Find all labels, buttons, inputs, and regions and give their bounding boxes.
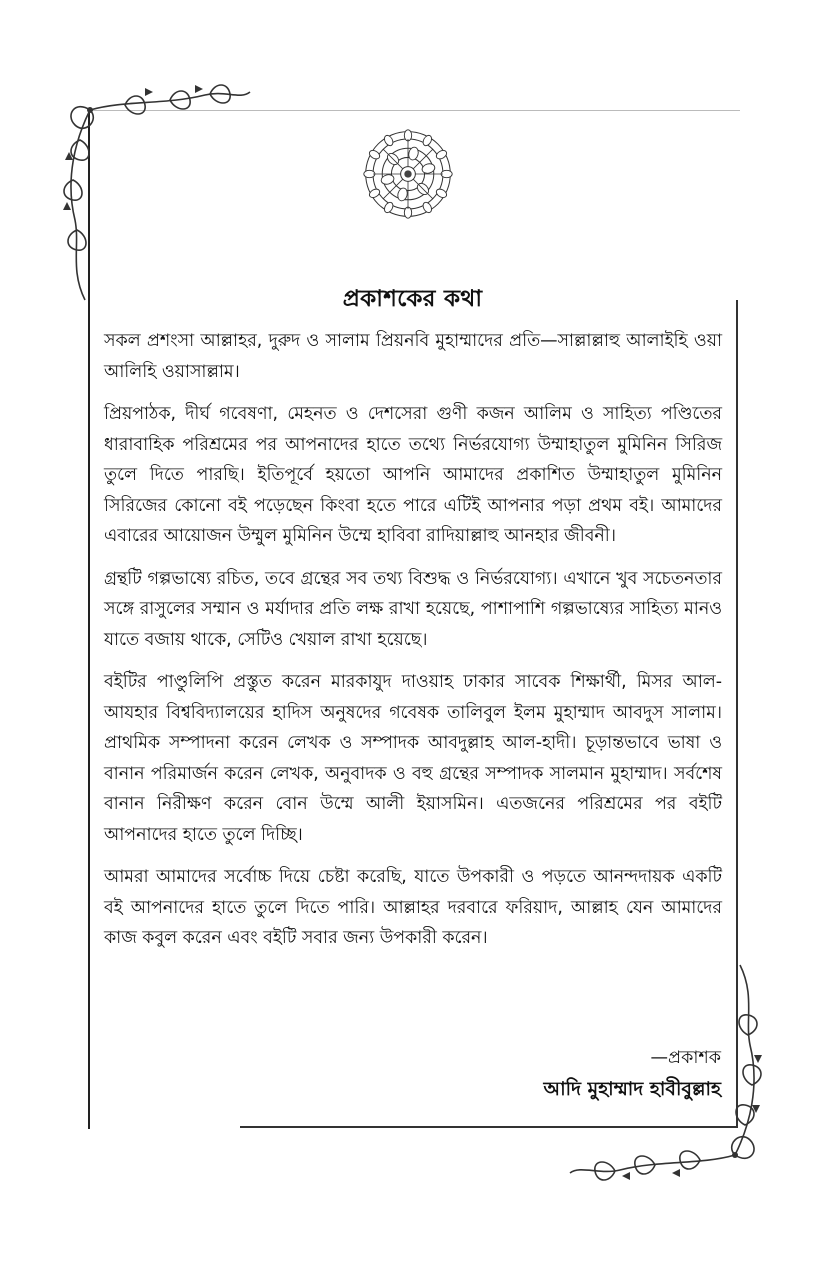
- paragraph-2: প্রিয়পাঠক, দীর্ঘ গবেষণা, মেহনত ও দেশসেরা গুণী কজন আলিম ও সাহিত্য পণ্ডিতের ধারাবাহিক পরিশ্রমের পর আপনাদের হাতে তথ্যে নির্ভরযোগ্য উম্মাহাতুল মুমিনিন সিরিজ তুলে দিতে পারছি। ইতিপূর্বে হয়তো আপনি আমাদের প্রকাশিত উম্মাহাতুল মুমিনিন সিরিজের কোনো বই পড়েছেন কিংবা হতে পারে এটিই আপনার পড়া প্রথম বই। আমাদের এবারের আয়োজন উম্মুল মুমিনিন উম্মে হাবিবা রাদিয়াল্লাহু আনহার জীবনী।: [104, 404, 722, 546]
- mandala-ornament-icon: [362, 128, 454, 220]
- paragraph-3: গ্রন্থটি গল্পভাষ্যে রচিত, তবে গ্রন্থের সব তথ্য বিশুদ্ধ ও নির্ভরযোগ্য। এখানে খুব সচেতনতার সঙ্গে রাসুলের সম্মান ও মর্যাদার প্রতি লক্ষ রাখা হয়েছে, পাশাপাশি গল্পভাষ্যের সাহিত্য মানও যাতে বজায় থাকে, সেটিও খেয়াল রাখা হয়েছে।: [104, 568, 722, 650]
- paragraph-1: সকল প্রশংসা আল্লাহর, দুরুদ ও সালাম প্রিয়নবি মুহাম্মাদের প্রতি—সাল্লাল্লাহু আলাইহি ওয়া আলিহি ওয়াসাল্লাম।: [104, 331, 722, 382]
- paragraph-4: বইটির পাণ্ডুলিপি প্রস্তুত করেন মারকাযুদ দাওয়াহ ঢাকার সাবেক শিক্ষার্থী, মিসর আল-আযহার বিশ্ববিদ্যালয়ের হাদিস অনুষদের গবেষক তালিবুল ইলম মুহাম্মাদ আবদুস সালাম। প্রাথমিক সম্পাদনা করেন লেখক ও সম্পাদক আবদুল্লাহ আল-হাদী। চূড়ান্তভাবে ভাষা ও বানান পরিমার্জন করেন লেখক, অনুবাদক ও বহু গ্রন্থের সম্পাদক সালমান মুহাম্মাদ। সর্বশেষ বানান নিরীক্ষণ করেন বোন উম্মে আলী ইয়াসমিন। এতজনের পরিশ্রমের পর বইটি আপনাদের হাতে তুলে দিচ্ছি।: [104, 672, 722, 845]
- page-title: প্রকাশকের কথা: [342, 286, 483, 313]
- ornament-corner-top-left-icon: [45, 80, 255, 310]
- signature-name: আদি মুহাম্মাদ হাবীবুল্লাহ: [543, 1078, 721, 1100]
- body-text: [104, 326, 722, 966]
- paragraph-5: আমরা আমাদের সর্বোচ্চ দিয়ে চেষ্টা করেছি, যাতে উপকারী ও পড়তে আনন্দদায়ক একটি বই আপনাদের হাতে তুলে দিতে পারি। আল্লাহর দরবারে ফরিয়াদ, আল্লাহ যেন আমাদের কাজ কবুল করেন এবং বইটি সবার জন্য উপকারী করেন।: [104, 867, 722, 948]
- signature-role: —প্রকাশক: [650, 1048, 721, 1068]
